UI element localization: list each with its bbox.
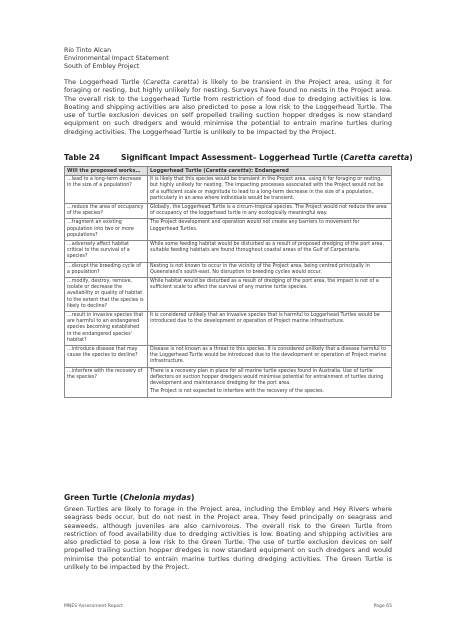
table-cell-criterion: …adversely affect habitat critical to the survival of a species? — [65, 241, 148, 263]
table-title-species: Caretta caretta — [343, 153, 410, 162]
green-heading-species: Chelonia mydas — [123, 493, 191, 502]
assessment-paragraph: The Project is not expected to interfere with the recovery of the species. — [150, 389, 324, 395]
table-header-species — [148, 167, 392, 176]
table-number: Table 24 — [64, 153, 100, 162]
table-cell-criterion: …modify, destroy, remove, isolate or decrease the availability or quality of habitat to the extent that the species is likely to decline? — [65, 278, 148, 312]
table-cell-criterion: …interfere with the recovery of the species? — [65, 367, 148, 397]
assessment-paragraph: Nesting is not known to occur in the vicinity of the Project area, being centred principally in Queensland's south-east. No disruption to breeding cycles would occur. — [150, 263, 370, 275]
table-title-end: ) — [409, 153, 413, 162]
table-row — [65, 204, 392, 219]
table-cell-assessment — [148, 367, 392, 397]
table-row — [65, 262, 392, 277]
running-header — [64, 47, 169, 72]
header-company: Rio Tinto Alcan — [64, 47, 112, 54]
loggerhead-intro-paragraph — [64, 78, 392, 136]
table-cell-criterion: …result in invasive species that are harmful to an endangered species becoming established in the endangered species' habitat? — [65, 312, 148, 346]
table-row — [65, 312, 392, 346]
table-header-criterion: Will the proposed works… — [65, 167, 148, 176]
header-species-start: Loggerhead Turtle ( — [150, 168, 206, 174]
intro-species-name: Caretta caretta — [145, 78, 197, 86]
table-cell-criterion: …introduce disease that may cause the species to decline? — [65, 346, 148, 368]
assessment-paragraph: The Project development and operation would not create any barriers to movement for Loggerhead Turtles. — [150, 220, 360, 232]
table-row — [65, 278, 392, 312]
table-cell-assessment — [148, 219, 392, 241]
table-title: Significant Impact Assessment– Loggerhead Turtle ( — [121, 153, 344, 162]
assessment-paragraph: While habitat would be disturbed as a result of dredging of the port area, the impact is not of a sufficient scale to affect the survival of any marine turtle species. — [150, 279, 379, 291]
green-heading-end: ) — [191, 493, 195, 502]
assessment-paragraph: Globally, the Loggerhead Turtle is a circum-tropical species. The Project would not reduce the area of occupancy of the loggerhead turtle in any ecologically meaningful way. — [150, 205, 387, 217]
table-cell-assessment — [148, 204, 392, 219]
assessment-paragraph: It is considered unlikely that an invasive species that is harmful to Loggerhead Turtles would be introduced due to the development or operation of Project marine infrastructure. — [150, 313, 380, 325]
table-caption — [64, 153, 413, 162]
table-row — [65, 241, 392, 263]
assessment-paragraph: It is likely that this species would be transient in the Project area, using it for foraging or resting, but highly unlikely for nesting. The impacting processes associated with the Project would not be of a sufficient scale or magnitude to lead to a long-term decrease in the size of a population, particularly in an area where individuals would be transient. — [150, 177, 384, 201]
table-cell-criterion: …lead to a long-term decrease in the size of a population? — [65, 176, 148, 204]
header-project-name: South of Embley Project — [64, 63, 140, 71]
footer-report-name: MNES Assessment Report — [64, 604, 123, 609]
header-species-status: ): Endangered — [248, 168, 289, 174]
header-species-name: Caretta caretta — [205, 168, 249, 174]
table-cell-assessment — [148, 176, 392, 204]
table-cell-assessment — [148, 262, 392, 277]
header-document-title: Environmental Impact Statement — [64, 55, 169, 63]
assessment-paragraph: Disease is not known as a threat to this species. It is considered unlikely that a disease harmful to the Loggerhead Turtle would be introduced due to the development or operation of Project marine infrastructure. — [150, 347, 387, 365]
table-cell-assessment — [148, 241, 392, 263]
green-turtle-paragraph: Green Turtles are likely to forage in the Project area, including the Embley and Hey Rivers where seagrass beds occur, but do not nest in the Project area. They feed principally on seagrass and seaweeds, although juveniles are also carnivorous. The overall risk to the Green Turtle from restriction of food availability due to dredging activities is low. Boating and shipping activities are also predicted to pose a low risk to the Green Turtle. The use of turtle exclusion devices on self propelled trailing suction hopper dredges is now standard equipment on such dredgers and would minimise the potential to entrain marine turtles during dredging activities. The Green Turtle is unlikely to be impacted by the Project. — [64, 505, 392, 572]
impact-assessment-table — [64, 166, 392, 398]
table-row — [65, 367, 392, 397]
assessment-paragraph: There is a recovery plan in place for all marine turtle species found in Australia. Use of turtle deflectors on suction hopper dredgers would minimise potential for entrainment of turtles during development and maintenance dredging for the port area. — [150, 368, 384, 387]
table-cell-assessment — [148, 278, 392, 312]
table-row — [65, 346, 392, 368]
intro-text-start: The Loggerhead Turtle ( — [64, 78, 146, 86]
intro-text-rest: ) is likely to be transient in the Project area, using it for foraging or resting, but highly unlikely for nesting. Surveys have found no nests in the Project area. The overall risk to the Loggerhead Turtle from restriction of food due to dredging activities is low. Boating and shipping activities are also predicted to pose a low risk to the Loggerhead Turtle. The use of turtle exclusion devices on self propelled trailing suction hopper dredges is now standard equipment on such dredgers and would minimise the potential to entrain marine turtles during dredging activities. The Loggerhead Turtle is unlikely to be impacted by the Project. — [64, 78, 392, 136]
footer-page-number: Page 65 — [373, 604, 392, 609]
table-cell-criterion: …fragment an existing population into two or more populations? — [65, 219, 148, 241]
green-heading-start: Green Turtle ( — [64, 493, 124, 502]
table-cell-criterion: …disrupt the breeding cycle of a population? — [65, 262, 148, 277]
table-row — [65, 219, 392, 241]
table-cell-assessment — [148, 312, 392, 346]
table-row — [65, 176, 392, 204]
table-header-row — [65, 167, 392, 176]
table-cell-assessment — [148, 346, 392, 368]
green-turtle-heading — [64, 493, 194, 502]
table-cell-criterion: …reduce the area of occupancy of the species? — [65, 204, 148, 219]
assessment-paragraph: While some feeding habitat would be disturbed as a result of proposed dredging of the port area, suitable feeding habitats are found throughout coastal areas of the Gulf of Carpentaria. — [150, 242, 384, 254]
